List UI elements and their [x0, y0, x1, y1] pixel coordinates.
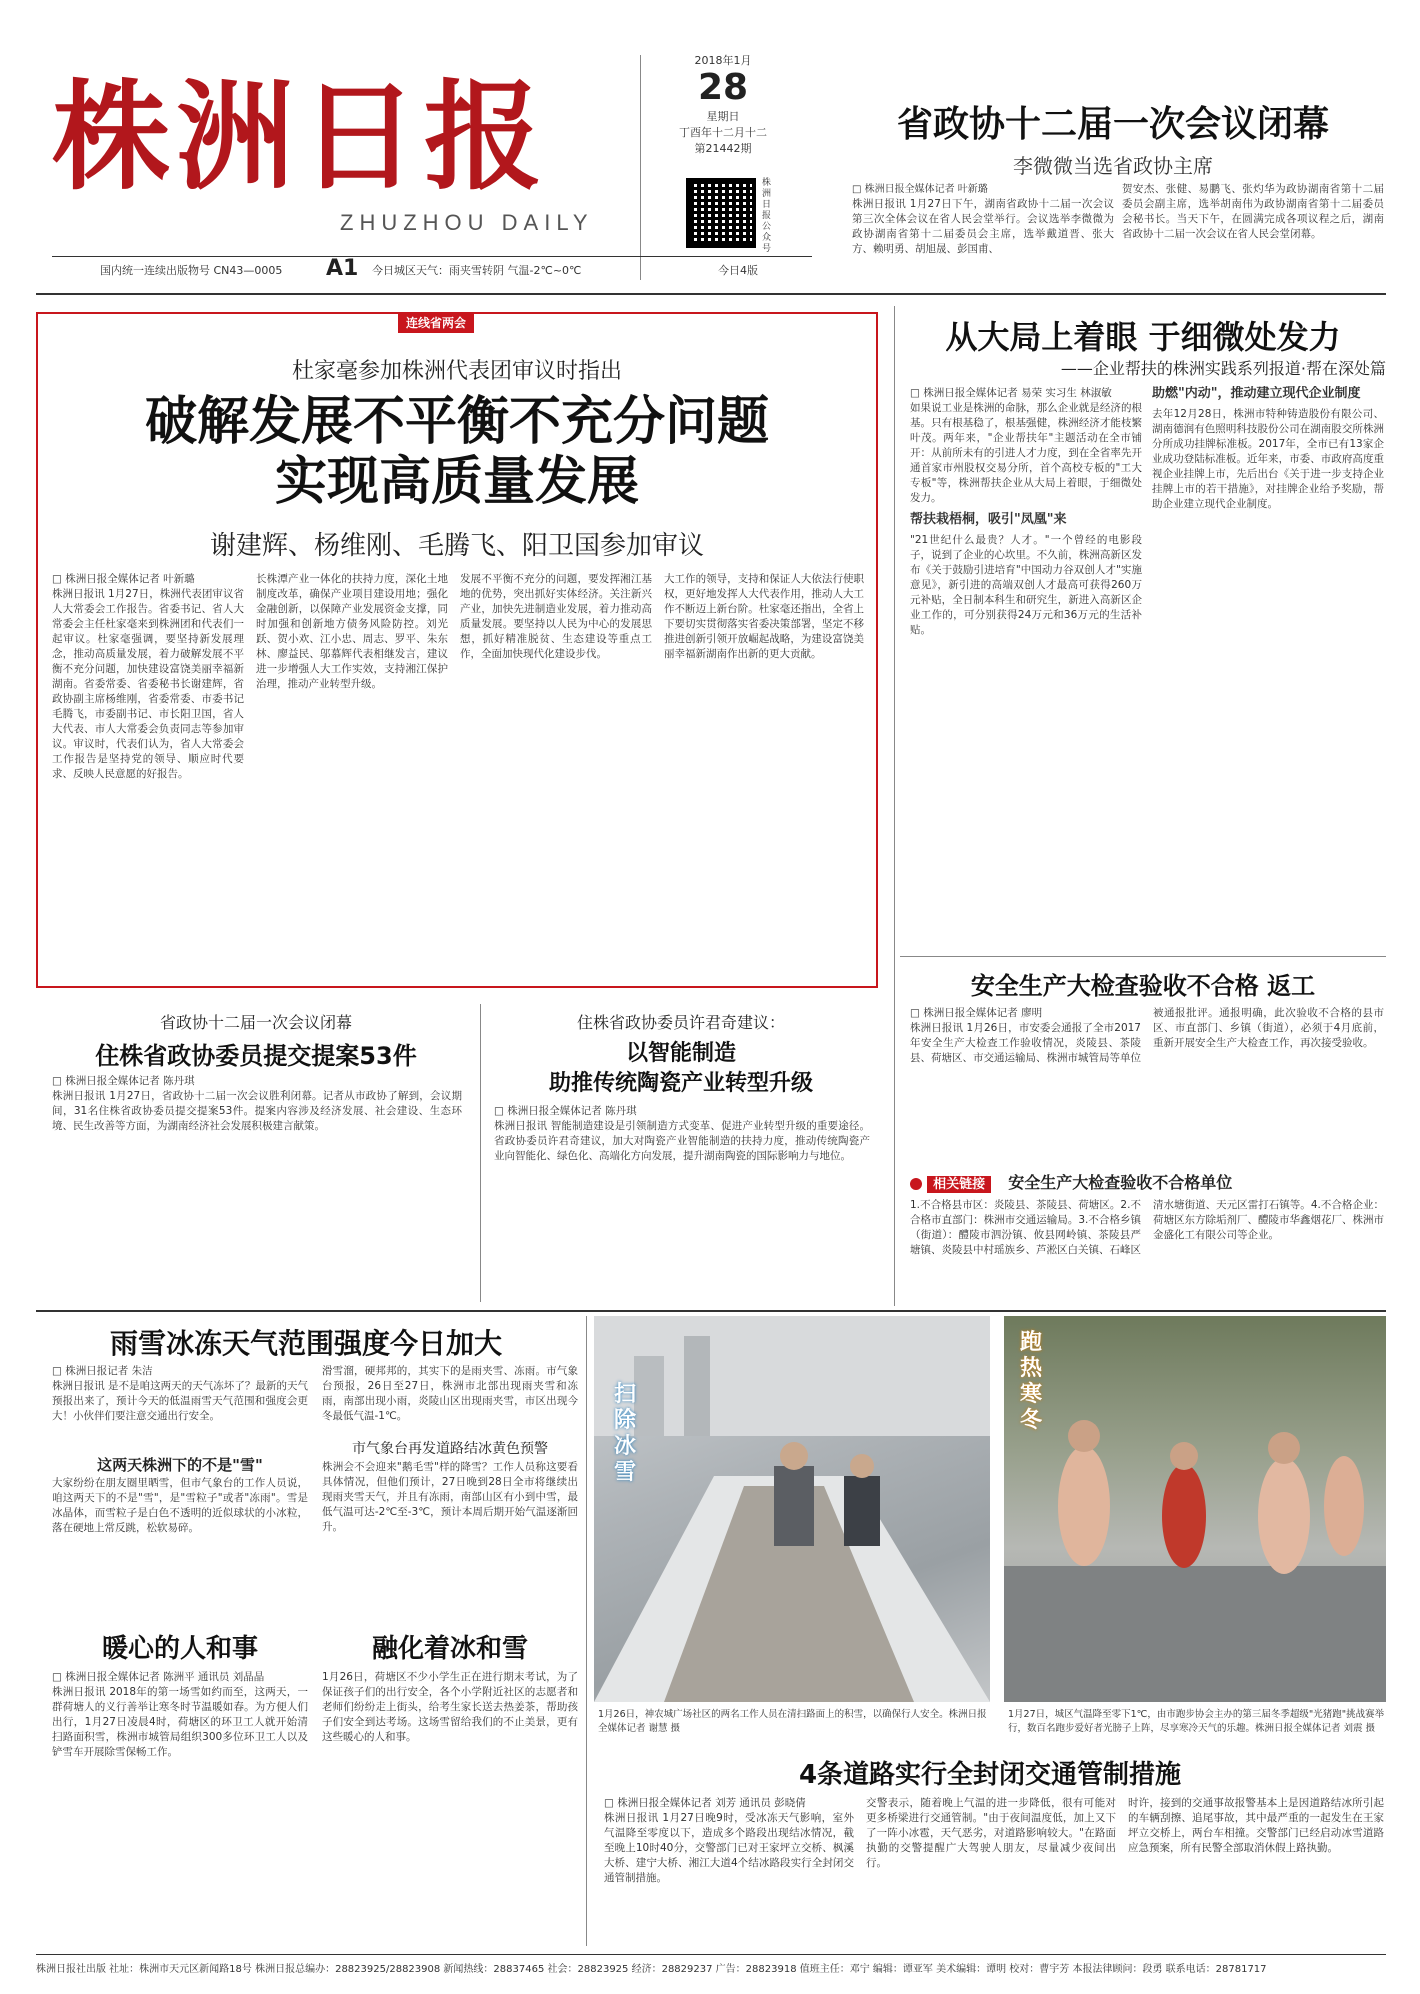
qr-code-icon — [686, 178, 756, 248]
related-tag: 相关链接 — [927, 1176, 991, 1193]
top-story-body-left — [852, 182, 1114, 278]
top-story-title: 省政协十二届一次会议闭幕 — [896, 104, 1329, 145]
traffic-column-3: 时许，接到的交通事故报警基本上是因道路结冰所引起的车辆刮擦、追尾事故，其中最严重的一起发生在王家坪立交桥上，两台车相撞。交警部门已经启动冰雪道路应急预案，所有民警全部取消休假上路执勤。 — [1128, 1797, 1384, 1854]
weather-heading-1: 这两天株洲下的不是"雪" — [97, 1456, 263, 1474]
lead-title-line1: 破解发展不平衡不充分问题 — [144, 392, 769, 452]
related-link-header — [910, 1170, 1384, 1193]
pages-today: 今日4版 — [718, 264, 758, 277]
feature-byline: □ 株洲日报全媒体记者 易荣 实习生 林淑敏 — [910, 387, 1112, 399]
related-body: 1.不合格县市区：炎陵县、茶陵县、荷塘区。2.不合格市直部门：株洲市交通运输局。3.不合格乡镇（街道）：醴陵市泗汾镇、攸县网岭镇、茶陵县严塘镇、炎陵县中村瑶族乡、芦淞区白关镇、石峰区清水塘街道、天元区雷打石镇等。4.不合格企业：荷塘区东方除垢剂厂、醴陵市华鑫烟花厂、株洲市金盛化工有限公司等企业。 — [910, 1199, 1384, 1256]
warm-title-2: 融化着冰和雪 — [371, 1634, 528, 1664]
weather-body-2: 大家纷纷在朋友圈里晒雪，但市气象台的工作人员说，咱这两天下的不是"雪"，是"雪粒子"或者"冻雨"。雪是冰晶体，而雪粒子是白色不透明的近似球状的小冰粒，落在硬地上常反跳，松软易碎。 — [52, 1477, 308, 1534]
left-story-text: 株洲日报讯 1月27日，省政协十二届一次会议胜利闭幕。记者从市政协了解到，会议期间，31名住株省政协委员提交提案53件。提案内容涉及经济发展、社会建设、生态环境、民生改善等方面，为湖南经济社会发展积极建言献策。 — [52, 1090, 462, 1132]
photo1-tag: 扫除冰雪 — [614, 1382, 637, 1485]
lead-kicker: 杜家毫参加株洲代表团审议时指出 — [291, 359, 622, 384]
related-title: 安全生产大检查验收不合格单位 — [1008, 1173, 1233, 1192]
photo1-caption: 1月26日，神农城广场社区的两名工作人员在清扫路面上的积雪，以确保行人安全。株洲日报全媒体记者 谢慧 摄 — [598, 1709, 987, 1734]
safety-byline: □ 株洲日报全媒体记者 廖明 — [910, 1007, 1043, 1019]
lead-subtitle: 谢建辉、杨维刚、毛腾飞、阳卫国参加审议 — [209, 531, 704, 561]
page-number: A1 — [326, 256, 359, 281]
traffic-column-2: 交警表示，随着晚上气温的进一步降低，很有可能对更多桥梁进行交通管制。"由于夜间温度低，加上又下了一阵小冰雹，天气恶劣，对道路影响较大。"在路面执勤的交警提醒广大驾驶人朋友，尽量减少夜间出行。 — [866, 1797, 1116, 1869]
lead-column-1 — [52, 572, 244, 978]
masthead-english-title: ZHUZHOU DAILY — [340, 210, 594, 235]
feature-body-3: 去年12月28日，株洲市特种铸造股份有限公司、湖南德润有色照明科技股份公司在湖南股交所株洲分所成功挂牌标准板。2017年，全市已有13家企业成功登陆标准板。近年来，市委、市政府高度重视企业挂牌上市，先后出台《关于进一步支持企业挂牌上市的若干措施》，对挂牌企业给予奖励，帮助企业建立现代企业制度。 — [1152, 408, 1384, 510]
weather-body-1: 株洲日报讯 是不是咱这两天的天气冻坏了？最新的天气预报出来了，预计今天的低温雨雪天气范围和强度会更大！小伙伴们要注意交通出行安全。 — [52, 1380, 308, 1422]
left-story-body — [52, 1074, 462, 1296]
photo2-tag: 跑热寒冬 — [1020, 1330, 1043, 1433]
feature-body-1: 如果说工业是株洲的命脉，那么企业就是经济的根基。只有根基稳了，根基强健，株洲经济才能枝繁叶茂。两年来，"企业帮扶年"主题活动在全市铺开：从前所未有的引进人才力度，到在全省率先开通首家市州股权交易分所，首个高校专板的"工大专板"等，株洲帮扶企业从大局上着眼，于细微处发力。 — [910, 402, 1142, 504]
issue-number: 第21442期 — [694, 142, 752, 155]
left-story-byline: □ 株洲日报全媒体记者 陈丹琪 — [52, 1075, 195, 1087]
weather-body-3: 滑雪溜，硬邦邦的，其实下的是雨夹雪、冻雨。市气象台预报，26日至27日，株洲市北部出现雨夹雪和冻雨，南部出现小雨，炎陵山区出现雨夹雪，市区出现今冬最低气温-1℃。 — [322, 1365, 578, 1422]
mid-story-title-line2: 助推传统陶瓷产业转型升级 — [548, 1071, 813, 1096]
lead-col1-text: 株洲日报讯 1月27日，株洲代表团审议省人大常委会工作报告。省委书记、省人大常委会主任杜家毫来到株洲团和代表们一起审议。杜家毫强调，要坚持新发展理念，推动高质量发展，着力破解发展不平衡不充分问题，加快建设富饶美丽幸福新湖南。省委常委、省委秘书长谢建辉，省政协副主席杨维刚，省委常委、市委书记毛腾飞，市委副书记、市长阳卫国，省人大代表、市人大常委会负责同志等参加审议。审议时，代表们认为，省人大常委会工作报告是坚持党的领导、顺应时代要求、反映人民意愿的好报告。 — [52, 588, 244, 780]
winter-run-illustration — [1004, 1316, 1386, 1702]
left-story-kicker: 省政协十二届一次会议闭幕 — [159, 1013, 352, 1032]
top-story-subtitle: 李微微当选省政协主席 — [1013, 154, 1213, 178]
traffic-body-1: 株洲日报讯 1月27日晚9时，受冰冻天气影响，室外气温降至零度以下，造成多个路段出现结冰情况，截至晚上10时40分，交警部门已对王家坪立交桥、枫溪大桥、建宁大桥、湘江大道4个结冰路段实行全封闭交通管制措施。 — [604, 1812, 854, 1884]
warm-column-1 — [52, 1670, 308, 1942]
weather-title: 雨雪冰冻天气范围强度今日加大 — [109, 1327, 502, 1360]
feature-column-right — [1152, 386, 1384, 946]
feature-title: 从大局上着眼 于细微处发力 — [945, 318, 1341, 356]
lead-title-line2: 实现高质量发展 — [274, 452, 639, 512]
warm-column-2: 1月26日，荷塘区不少小学生正在进行期末考试，为了保证孩子们的出行安全，各个小学附近社区的志愿者和老师们纷纷走上街头，给考生家长送去热姜茶，帮助孩子们安全到达考场。这场雪留给我们的不止美景，更有这些暖心的人和事。 — [322, 1671, 578, 1743]
weather-body-4: 株洲会不会迎来"鹅毛雪"样的降雪？工作人员称这要看具体情况，但他们预计，27日晚到28日全市将继续出现雨夹雪天气，并且有冻雨，南部山区有小到中雪，最低气温可达-2℃至-3℃，预计本周后期开始气温逐渐回升。 — [322, 1461, 578, 1533]
top-story-text-left: 株洲日报讯 1月27日下午，湖南省政协十二届一次会议第三次全体会议在省人民会堂举行。会议选举李微微为政协湖南省第十二届委员会主席，选举戴道晋、张大方、赖明勇、胡旭晟、彭国甫、 — [852, 198, 1114, 255]
mid-story-title-line1: 以智能制造 — [625, 1041, 736, 1066]
mid-story-byline: □ 株洲日报全媒体记者 陈丹琪 — [494, 1105, 637, 1117]
traffic-byline: □ 株洲日报全媒体记者 刘芳 通讯员 彭晓倩 — [604, 1797, 806, 1809]
winter-run-photo — [1004, 1316, 1386, 1702]
weather-byline: □ 株洲日报记者 朱洁 — [52, 1365, 153, 1377]
snow-sweeping-photo — [594, 1316, 990, 1702]
feature-heading-1: 帮扶栽梧桐，吸引"凤凰"来 — [910, 512, 1067, 527]
qr-label: 株洲日报公众号 — [762, 178, 772, 254]
weather-heading-2: 市气象台再发道路结冰黄色预警 — [352, 1441, 548, 1457]
top-story-text-right: 贺安杰、张健、易鹏飞、张灼华为政协湖南省第十二届委员会副主席，选举胡南伟为政协湖南省第十二届委员会秘书长。当天下午，在圆满完成各项议程之后，湖南省政协十二届一次会议在省人民会堂闭幕。 — [1122, 183, 1384, 240]
left-story-title: 住株省政协委员提交提案53件 — [95, 1042, 417, 1070]
warm-title-1: 暖心的人和事 — [101, 1634, 258, 1664]
safety-text: 株洲日报讯 1月26日，市安委会通报了全市2017年安全生产大检查工作验收情况，炎陵县、茶陵县、荷塘区、市交通运输局、株洲市城管局等单位被通报批评。通报明确，此次验收不合格的县市区、市直部门、乡镇（街道），必须于4月底前，重新开展安全生产大检查工作，再次接受验收。 — [910, 1007, 1384, 1064]
cn-number: 国内统一连续出版物号 CN43—0005 — [100, 264, 283, 277]
lead-column-2: 长株潭产业一体化的扶持力度，深化土地制度改革，确保产业项目建设用地；强化金融创新，以保障产业发展资金支撑，同时加强和创新地方债务风险防控。刘光跃、贺小欢、江小忠、周志、罗平、朱东林、廖益民、邬慕辉代表相继发言，建议进一步增强人大工作实效，支持湘江保护治理，推动产业转型升级。 — [256, 573, 448, 690]
footer-info: 株洲日报社出版 社址：株洲市天元区新闻路18号 株洲日报总编办：28823925/28823908 新闻热线：28837465 社会：28823925 经济：28829237 广告：28823918 值班主任：邓宁 编辑：谭亚军 美术编辑：谭明 校对：曹宇芳 本报法律顾问：段勇 联系电话：28781717 — [36, 1964, 1267, 1975]
lead-tag: 连线省两会 — [398, 312, 474, 333]
feature-subtitle: ——企业帮扶的株洲实践系列报道·帮在深处篇 — [1060, 359, 1386, 378]
warm-byline: □ 株洲日报全媒体记者 陈洲平 通讯员 刘晶晶 — [52, 1671, 265, 1683]
date-month: 2018年1月 — [694, 54, 752, 67]
masthead-title: 株洲日报 — [52, 67, 549, 206]
warm-body-1: 株洲日报讯 2018年的第一场雪如约而至，这两天，一群荷塘人的义行善举让寒冬时节温暖如春。为方便人们出行，1月27日凌晨4时，荷塘区的环卫工人就开始清扫路面积雪，株洲市城管局组织300多位环卫工人以及铲雪车开展除雪保畅工作。 — [52, 1686, 308, 1758]
feature-column-left — [910, 386, 1142, 946]
date-lunar: 丁酉年十二月十二 — [679, 126, 767, 139]
lead-column-3: 发展不平衡不充分的问题，要发挥湘江基地的优势，突出抓好实体经济。关注新兴产业，加快先进制造业发展，着力推动高质量发展。要坚持以人民为中心的发展思想，抓好精准脱贫、生态建设等重点工作，全面加快现代化建设步伐。 — [460, 573, 652, 660]
mid-story-body — [494, 1104, 870, 1296]
snow-sweeping-illustration — [594, 1316, 990, 1702]
mid-story-text: 株洲日报讯 智能制造建设是引领制造方式变革、促进产业转型升级的重要途径。省政协委员许君奇建议，加大对陶瓷产业智能制造的扶持力度，推动传统陶瓷产业向智能化、绿色化、高端化方向发展，提升湖南陶瓷的国际影响力与地位。 — [494, 1120, 870, 1162]
feature-body-2: "21世纪什么最贵？人才。"一个曾经的电影段子，说到了企业的心坎里。不久前，株洲高新区发布《关于鼓励引进培育"中国动力谷双创人才"实施意见》，新引进的高端双创人才最高可获得260万元补贴，全日制本科生和研究生，新进入高新区企业工作的，可分别获得24万元和36万元的生活补贴。 — [910, 534, 1142, 636]
lead-byline: □ 株洲日报全媒体记者 叶新璐 — [52, 573, 195, 585]
top-story-byline: □ 株洲日报全媒体记者 叶新璐 — [852, 184, 988, 195]
safety-title: 安全生产大检查验收不合格 返工 — [970, 972, 1316, 1000]
date-weekday: 星期日 — [706, 110, 740, 123]
mid-story-kicker: 住株省政协委员许君奇建议： — [576, 1013, 785, 1032]
photo2-caption: 1月27日，城区气温降至零下1℃，由市跑步协会主办的第三届冬季超级"光猪跑"挑战赛举行，数百名跑步爱好者光膀子上阵，尽享寒冷天气的乐趣。株洲日报全媒体记者 刘震 摄 — [1008, 1709, 1385, 1734]
traffic-column-1 — [604, 1796, 854, 1942]
feature-heading-2: 助燃"内动"，推动建立现代企业制度 — [1152, 386, 1361, 401]
date-block — [648, 52, 798, 156]
safety-body — [910, 1006, 1384, 1166]
weather-line: 今日城区天气：雨夹雪转阴 气温-2℃~0℃ — [372, 264, 582, 277]
traffic-title: 4条道路实行全封闭交通管制措施 — [798, 1760, 1182, 1790]
weather-intro — [52, 1364, 308, 1450]
lead-column-4: 大工作的领导，支持和保证人大依法行使职权，更好地发挥人大代表作用，推动人大工作不断迈上新台阶。杜家毫还指出，全省上下要切实贯彻落实省委决策部署，坚定不移推进创新引领开放崛起战略，为建设富饶美丽幸福新湖南作出新的更大贡献。 — [664, 573, 864, 660]
date-day: 28 — [697, 67, 749, 108]
bullet-icon — [910, 1178, 922, 1190]
